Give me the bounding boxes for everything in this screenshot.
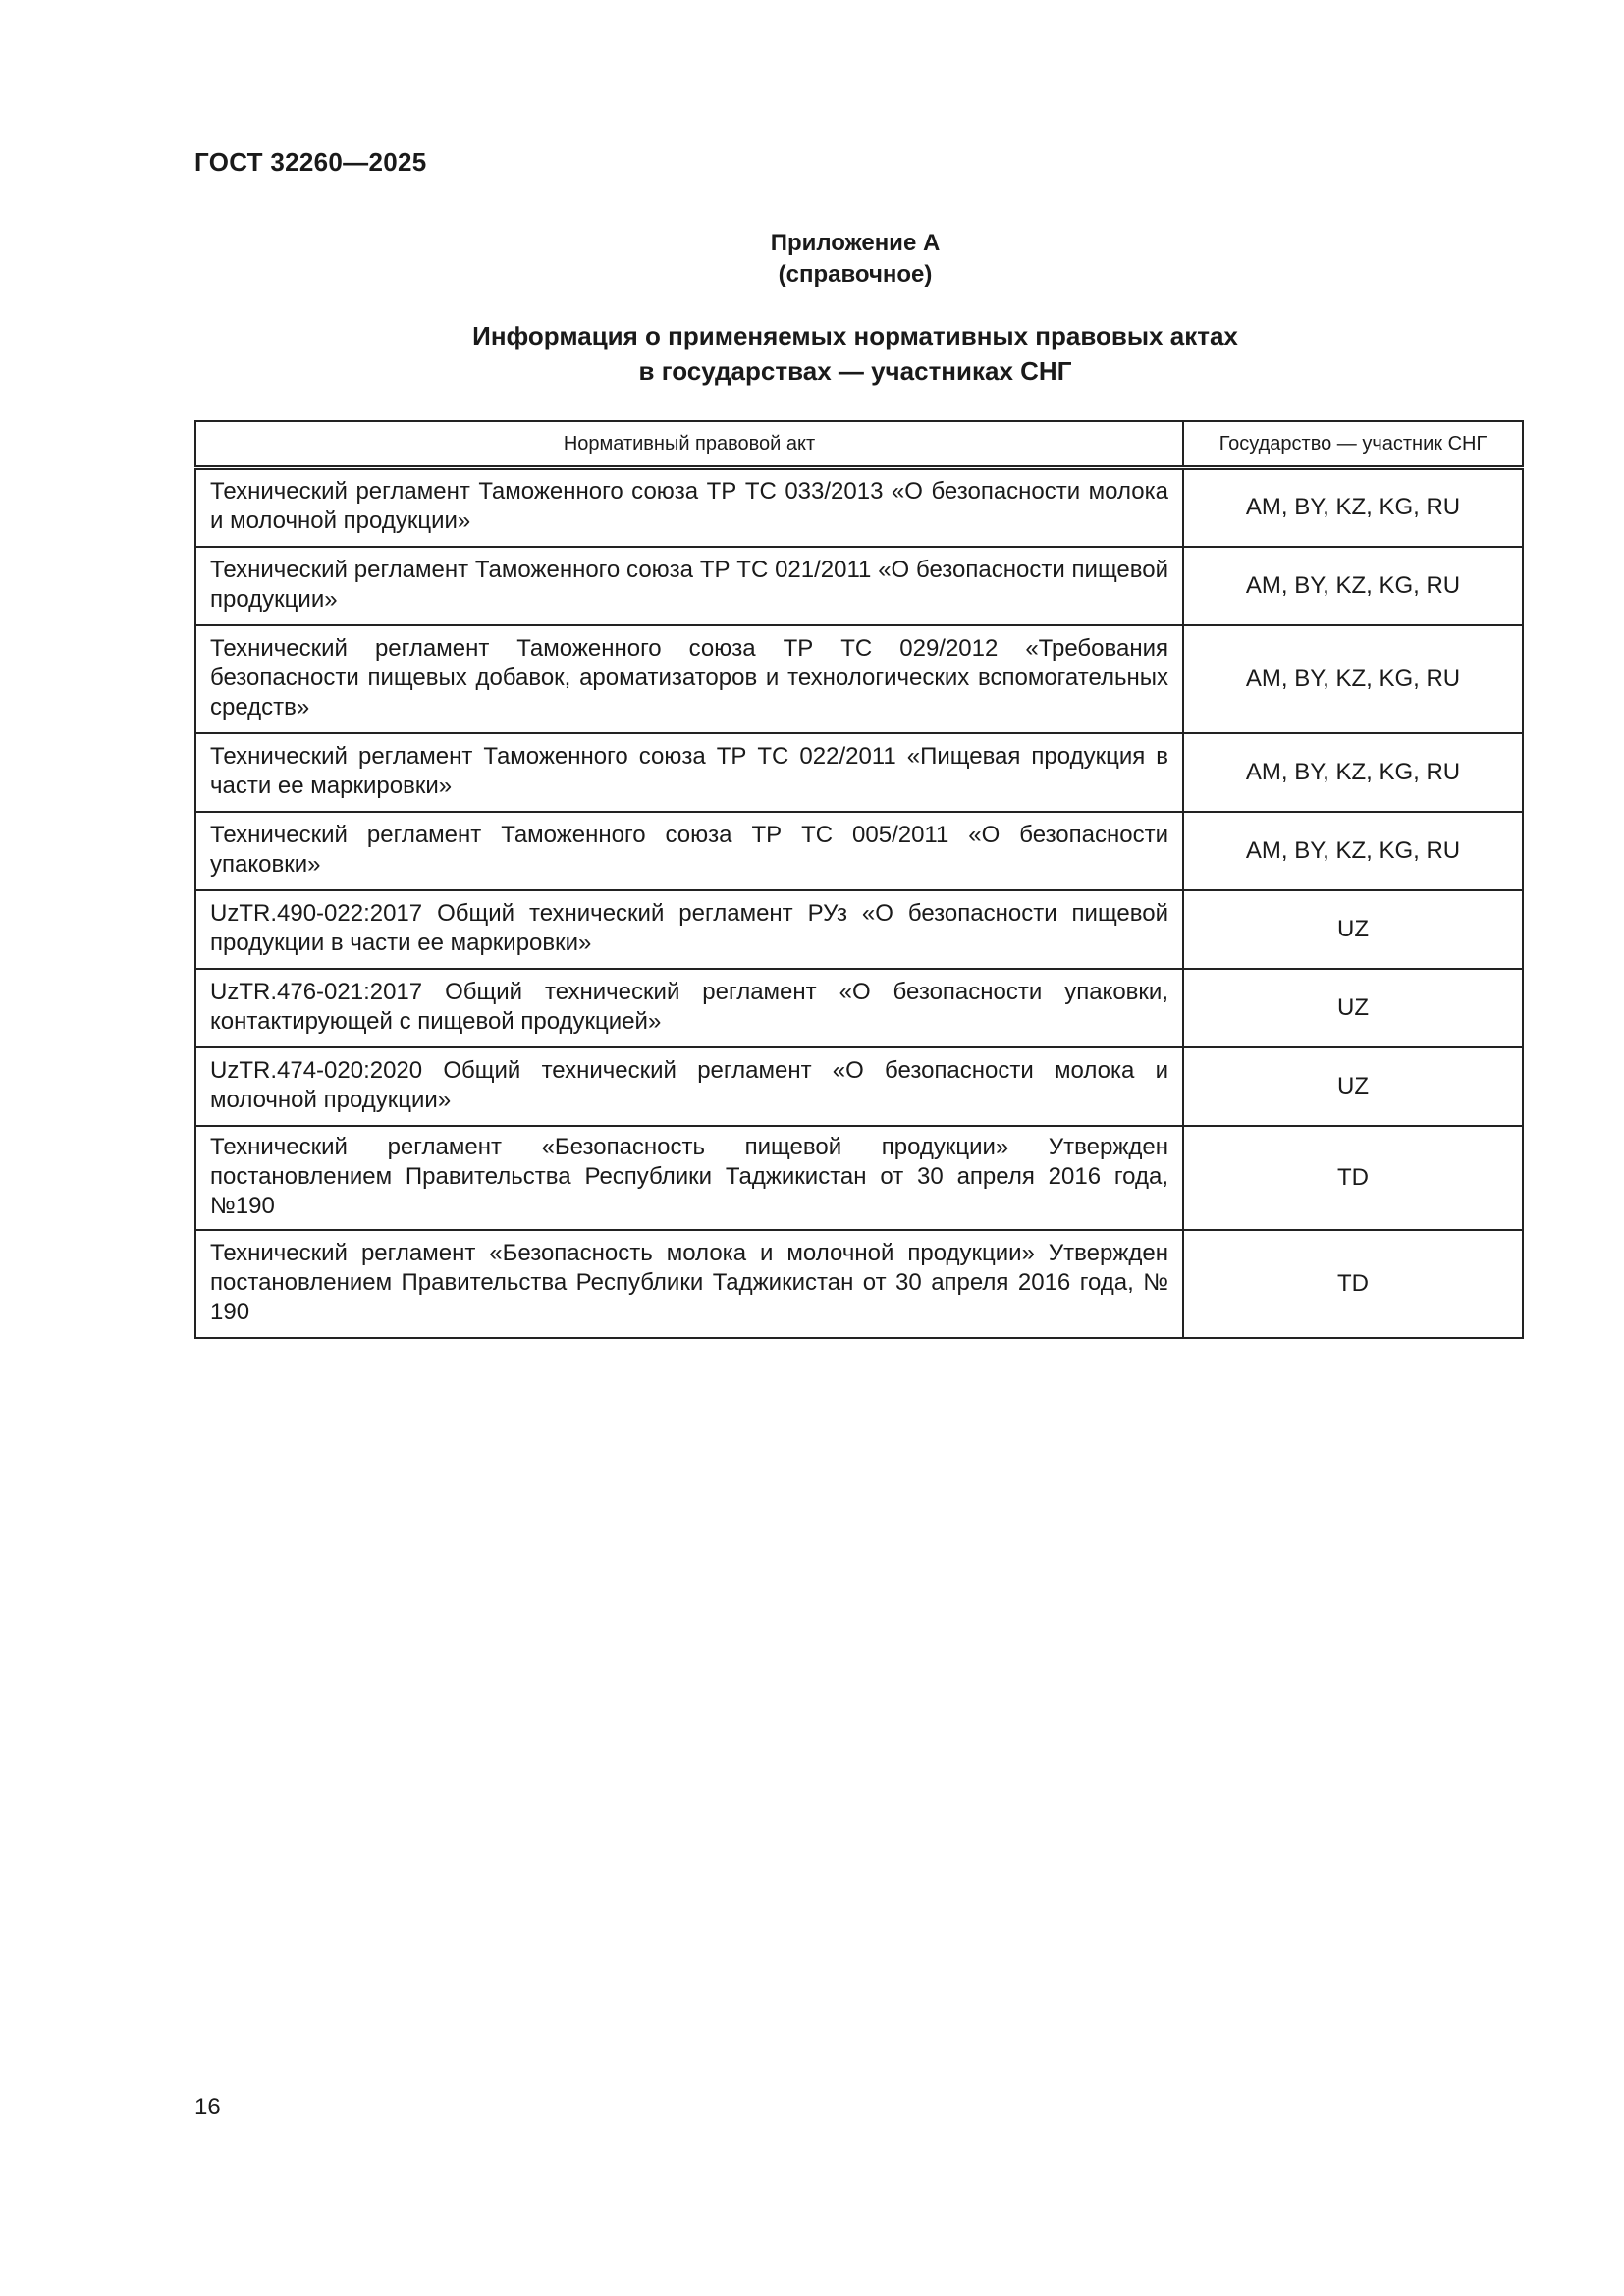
act-cell: UzTR.474-020:2020 Общий технический регламент «О безопасности молока и молочной продукции» [195,1047,1183,1126]
section-title [0,318,1624,389]
table-row [195,547,1523,625]
legal-acts-table [194,420,1524,1339]
state-cell: AM, BY, KZ, KG, RU [1183,812,1523,890]
act-cell: UzTR.490-022:2017 Общий технический регламент РУз «О безопасности пищевой продукции в части ее маркировки» [195,890,1183,969]
act-cell: Технический регламент «Безопасность молока и молочной продукции» Утвержден постановлением Правительства Республики Таджикистан от 30 апреля 2016 года, № 190 [195,1230,1183,1338]
state-cell: TD [1183,1230,1523,1338]
table-row [195,733,1523,812]
table-header-row [195,421,1523,468]
annex-heading [0,228,1624,291]
section-title-line-1: Информация о применяемых нормативных правовых актах [472,321,1238,350]
state-cell: AM, BY, KZ, KG, RU [1183,547,1523,625]
annex-title: Приложение А [770,230,941,256]
annex-type: (справочное) [778,261,933,288]
state-cell: UZ [1183,1047,1523,1126]
column-header-act: Нормативный правовой акт [195,421,1183,468]
document-code: ГОСТ 32260—2025 [194,147,427,177]
table-row [195,1126,1523,1230]
page-number: 16 [194,2094,221,2120]
state-cell: AM, BY, KZ, KG, RU [1183,625,1523,733]
state-cell: AM, BY, KZ, KG, RU [1183,733,1523,812]
state-cell: AM, BY, KZ, KG, RU [1183,468,1523,547]
table-row [195,812,1523,890]
table-row [195,1047,1523,1126]
column-header-state: Государство — участник СНГ [1183,421,1523,468]
act-cell: Технический регламент Таможенного союза ТР ТС 021/2011 «О безопасности пищевой продукции» [195,547,1183,625]
act-cell: Технический регламент Таможенного союза ТР ТС 033/2013 «О безопасности молока и молочной продукции» [195,468,1183,547]
act-cell: Технический регламент Таможенного союза ТР ТС 005/2011 «О безопасности упаковки» [195,812,1183,890]
table-row [195,625,1523,733]
state-cell: TD [1183,1126,1523,1230]
state-cell: UZ [1183,890,1523,969]
table-row [195,468,1523,547]
act-cell: Технический регламент Таможенного союза ТР ТС 029/2012 «Требования безопасности пищевых добавок, ароматизаторов и технологических вспомогательных средств» [195,625,1183,733]
act-cell: Технический регламент Таможенного союза ТР ТС 022/2011 «Пищевая продукция в части ее маркировки» [195,733,1183,812]
table-row [195,969,1523,1047]
act-cell: Технический регламент «Безопасность пищевой продукции» Утвержден постановлением Правительства Республики Таджикистан от 30 апреля 2016 года, №190 [195,1126,1183,1230]
table-row [195,1230,1523,1338]
act-cell: UzTR.476-021:2017 Общий технический регламент «О безопасности упаковки, контактирующей с пищевой продукцией» [195,969,1183,1047]
table-row [195,890,1523,969]
state-cell: UZ [1183,969,1523,1047]
section-title-line-2: в государствах — участниках СНГ [638,356,1072,386]
